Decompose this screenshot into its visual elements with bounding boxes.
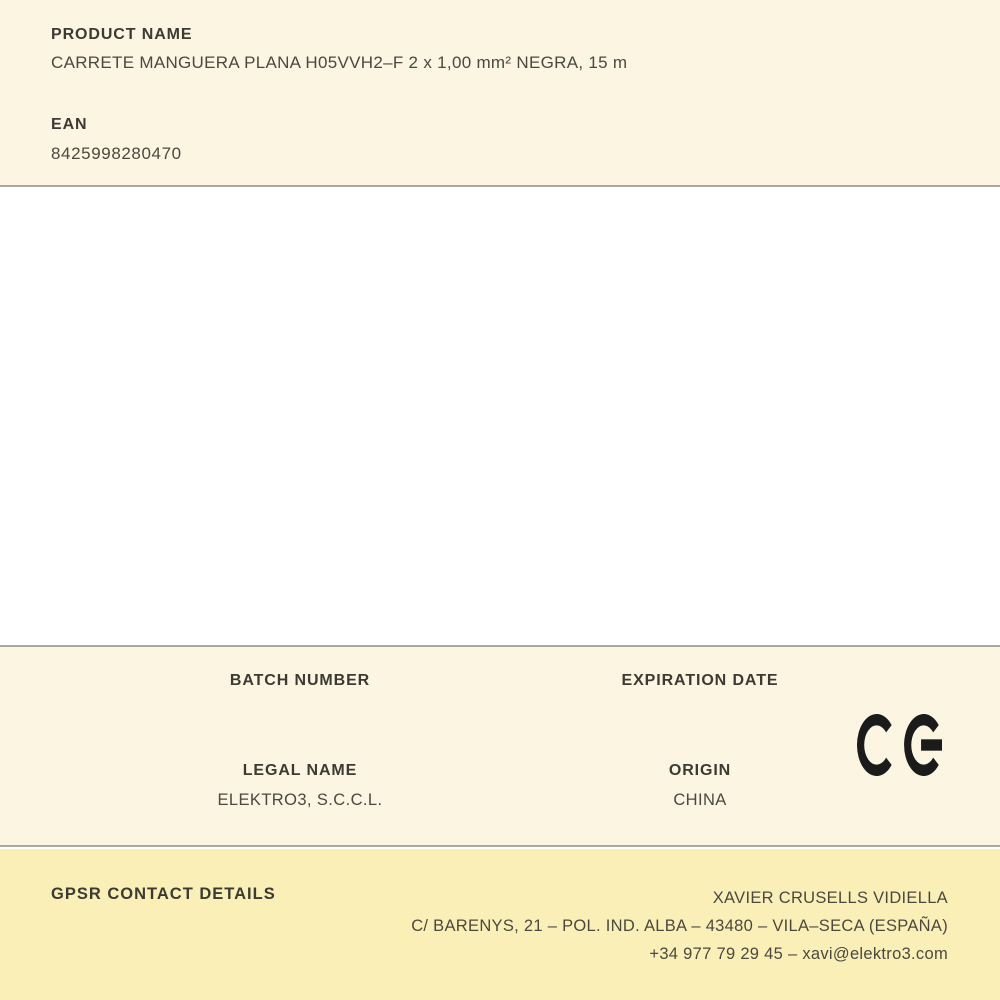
- legal-origin-label-row: [100, 762, 900, 780]
- legal-origin-value-row: [100, 791, 900, 810]
- gpsr-contact-phone-email: +34 977 79 29 45 – xavi@elektro3.com: [649, 945, 948, 963]
- origin-value-cell: [500, 791, 900, 810]
- gpsr-contact-section: [0, 849, 1000, 1000]
- legal-name-value-cell: [100, 791, 500, 810]
- product-name-label: PRODUCT NAME: [51, 26, 193, 43]
- origin-label: ORIGIN: [668, 762, 732, 779]
- product-image-area: [0, 187, 1000, 647]
- gpsr-contact-name: XAVIER CRUSELLS VIDIELLA: [712, 889, 948, 907]
- batch-expiration-row: [100, 672, 900, 690]
- gpsr-contact-label: GPSR CONTACT DETAILS: [51, 885, 276, 903]
- ean-value: 8425998280470: [51, 144, 182, 163]
- expiration-date-label: EXPIRATION DATE: [621, 672, 779, 689]
- legal-name-value: ELEKTRO3, S.C.C.L.: [217, 791, 383, 809]
- gpsr-contact-address: C/ BARENYS, 21 – POL. IND. ALBA – 43480 – VILA–SECA (ESPAÑA): [411, 917, 948, 935]
- origin-value: CHINA: [673, 791, 727, 809]
- compliance-details-section: [0, 647, 1000, 847]
- origin-cell: [500, 762, 900, 780]
- legal-name-label: LEGAL NAME: [242, 762, 358, 779]
- ce-marking-icon: [857, 714, 942, 776]
- legal-name-cell: [100, 762, 500, 780]
- ean-label: EAN: [51, 116, 88, 133]
- batch-number-label: BATCH NUMBER: [229, 672, 371, 689]
- product-info-section: [0, 0, 1000, 187]
- product-name-value: CARRETE MANGUERA PLANA H05VVH2–F 2 x 1,00 mm² NEGRA, 15 m: [51, 53, 628, 72]
- gpsr-contact-block: [411, 884, 948, 968]
- batch-number-cell: [100, 672, 500, 690]
- expiration-date-cell: [500, 672, 900, 690]
